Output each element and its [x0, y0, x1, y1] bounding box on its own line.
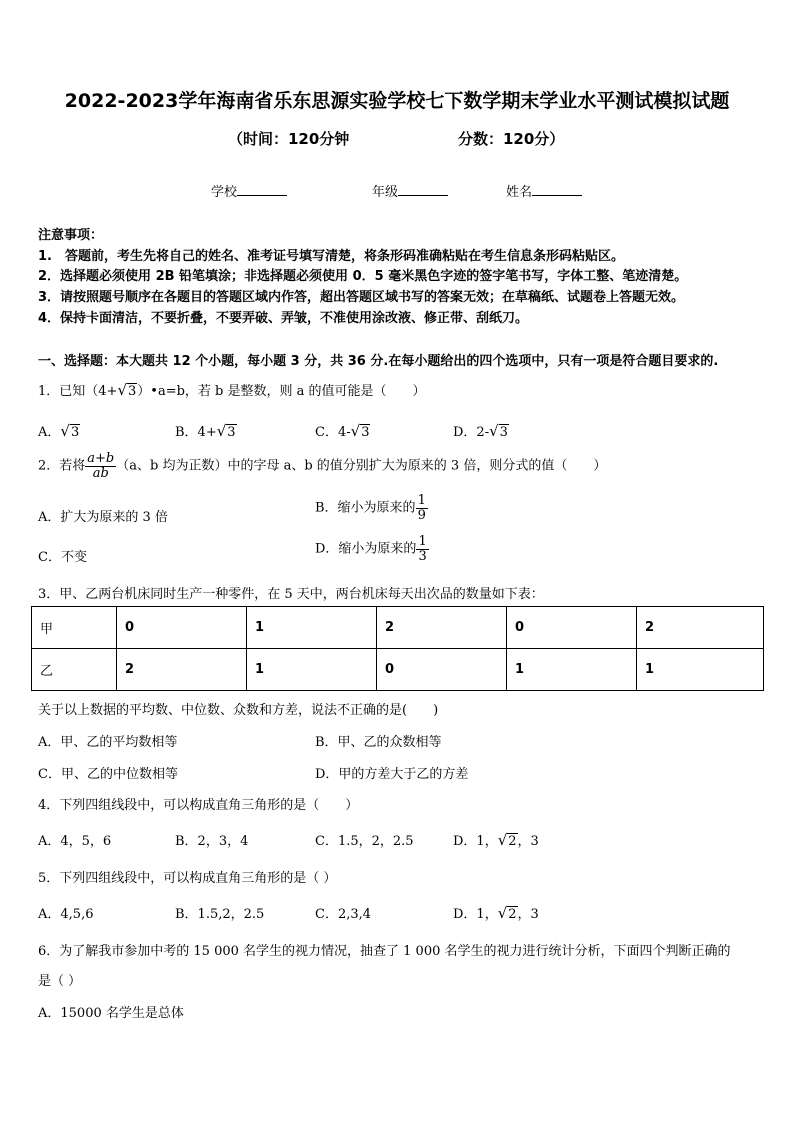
exam-score: 分数：120分）	[458, 130, 565, 148]
table-cell: 2	[117, 649, 247, 691]
table-cell: 1	[507, 649, 637, 691]
q3-option-d: D．甲的方差大于乙的方差	[315, 767, 469, 782]
table-cell: 1	[247, 607, 377, 649]
q1-option-c: C．4-√3	[315, 422, 370, 440]
q2-option-d: D．缩小为原来的 $\frac{1}{3}$	[315, 534, 427, 564]
grade-blank	[398, 183, 448, 196]
note-item: 4．保持卡面清洁，不要折叠，不要弄破、弄皱，不准使用涂改液、修正带、刮纸刀。	[38, 311, 529, 326]
question-6-cont: 是（ ）	[38, 974, 82, 989]
q4-option-c: C．1.5，2，2.5	[315, 834, 414, 849]
name-blank	[532, 183, 582, 196]
q5-option-b: B．1.5,2，2.5	[175, 907, 265, 922]
q5-option-d: D．1，√2，3	[453, 904, 539, 922]
q1-stem-end: ）•a=b，若 b 是整数，则 a 的值可能是（ ）	[137, 384, 426, 399]
q3-option-b: B．甲、乙的众数相等	[315, 735, 442, 750]
q5-option-a: A．4,5,6	[38, 907, 94, 922]
q1-option-a: A．√3	[38, 422, 80, 440]
q3-question: 关于以上数据的平均数、中位数、众数和方差，说法不正确的是( )	[38, 703, 439, 718]
table-cell: 2	[377, 607, 507, 649]
grade-label: 年级	[372, 185, 399, 200]
table-cell: 0	[377, 649, 507, 691]
q3-option-a: A．甲、乙的平均数相等	[38, 735, 178, 750]
q1-stem-start: 1．已知（4+	[38, 384, 118, 399]
defect-table	[31, 606, 764, 691]
q6-option-a: A．15000 名学生是总体	[38, 1006, 184, 1021]
q3-option-c: C．甲、乙的中位数相等	[38, 767, 178, 782]
question-2	[38, 452, 606, 480]
question-4: 4．下列四组线段中，可以构成直角三角形的是（ ）	[38, 798, 359, 813]
table-cell: 乙	[32, 649, 117, 691]
question-6: 6．为了解我市参加中考的 15 000 名学生的视力情况，抽查了 1 000 名学生的视力进行统计分析，下面四个判断正确的	[38, 944, 731, 959]
table-cell: 0	[117, 607, 247, 649]
table-cell: 1	[247, 649, 377, 691]
table-cell: 2	[637, 607, 764, 649]
table-cell: 1	[637, 649, 764, 691]
table-row	[32, 649, 764, 691]
q4-option-d: D．1，√2，3	[453, 831, 539, 849]
q1-option-b: B．4+√3	[175, 422, 236, 440]
school-field	[211, 181, 287, 200]
q1-option-d: D．2-√3	[453, 422, 508, 440]
q2-option-b: B．缩小为原来的 $\frac{1}{9}$	[315, 493, 426, 523]
exam-time: （时间：120分钟	[228, 130, 350, 148]
q2-stem-end: （a、b 均为正数）中的字母 a、b 的值分别扩大为原来的 3 倍，则分式的值（ ）	[116, 458, 607, 474]
question-1	[38, 380, 426, 399]
page-title: 2022-2023学年海南省乐东思源实验学校七下数学期末学业水平测试模拟试题	[64, 90, 730, 112]
table-cell: 甲	[32, 607, 117, 649]
q4-option-a: A．4，5，6	[38, 834, 112, 849]
fraction-a-plus-b-over-ab: $\frac{a+b}{ab}$	[87, 451, 115, 481]
question-3: 3．甲、乙两台机床同时生产一种零件，在 5 天中，两台机床每天出次品的数量如下表：	[38, 587, 544, 602]
grade-field	[372, 181, 448, 200]
notes-heading: 注意事项：	[38, 228, 104, 243]
section-heading: 一、选择题：本大题共 12 个小题，每小题 3 分，共 36 分.在每小题给出的四个选项中，只有一项是符合题目要求的.	[38, 354, 719, 369]
school-blank	[237, 183, 287, 196]
school-label: 学校	[211, 185, 238, 200]
note-item: 1. 答题前，考生先将自己的姓名、准考证号填写清楚，将条形码准确粘贴在考生信息条形码粘贴区。	[38, 249, 624, 264]
q2-stem-start: 2．若将	[38, 458, 86, 474]
sqrt-3: √3	[117, 381, 137, 399]
q2-option-a: A．扩大为原来的 3 倍	[38, 510, 168, 525]
q2-option-c: C．不变	[38, 550, 87, 565]
name-label: 姓名	[506, 185, 533, 200]
q4-option-b: B．2，3，4	[175, 834, 249, 849]
note-item: 3．请按照题号顺序在各题目的答题区域内作答，超出答题区域书写的答案无效；在草稿纸、试题卷上答题无效。	[38, 290, 685, 305]
table-row	[32, 607, 764, 649]
table-cell: 0	[507, 607, 637, 649]
question-5: 5．下列四组线段中，可以构成直角三角形的是（ ）	[38, 871, 337, 886]
q5-option-c: C．2,3,4	[315, 907, 372, 922]
note-item: 2．选择题必须使用 2B 铅笔填涂；非选择题必须使用 0．5 毫米黑色字迹的签字笔书写，字体工整、笔迹清楚。	[38, 269, 688, 284]
name-field	[506, 181, 582, 200]
